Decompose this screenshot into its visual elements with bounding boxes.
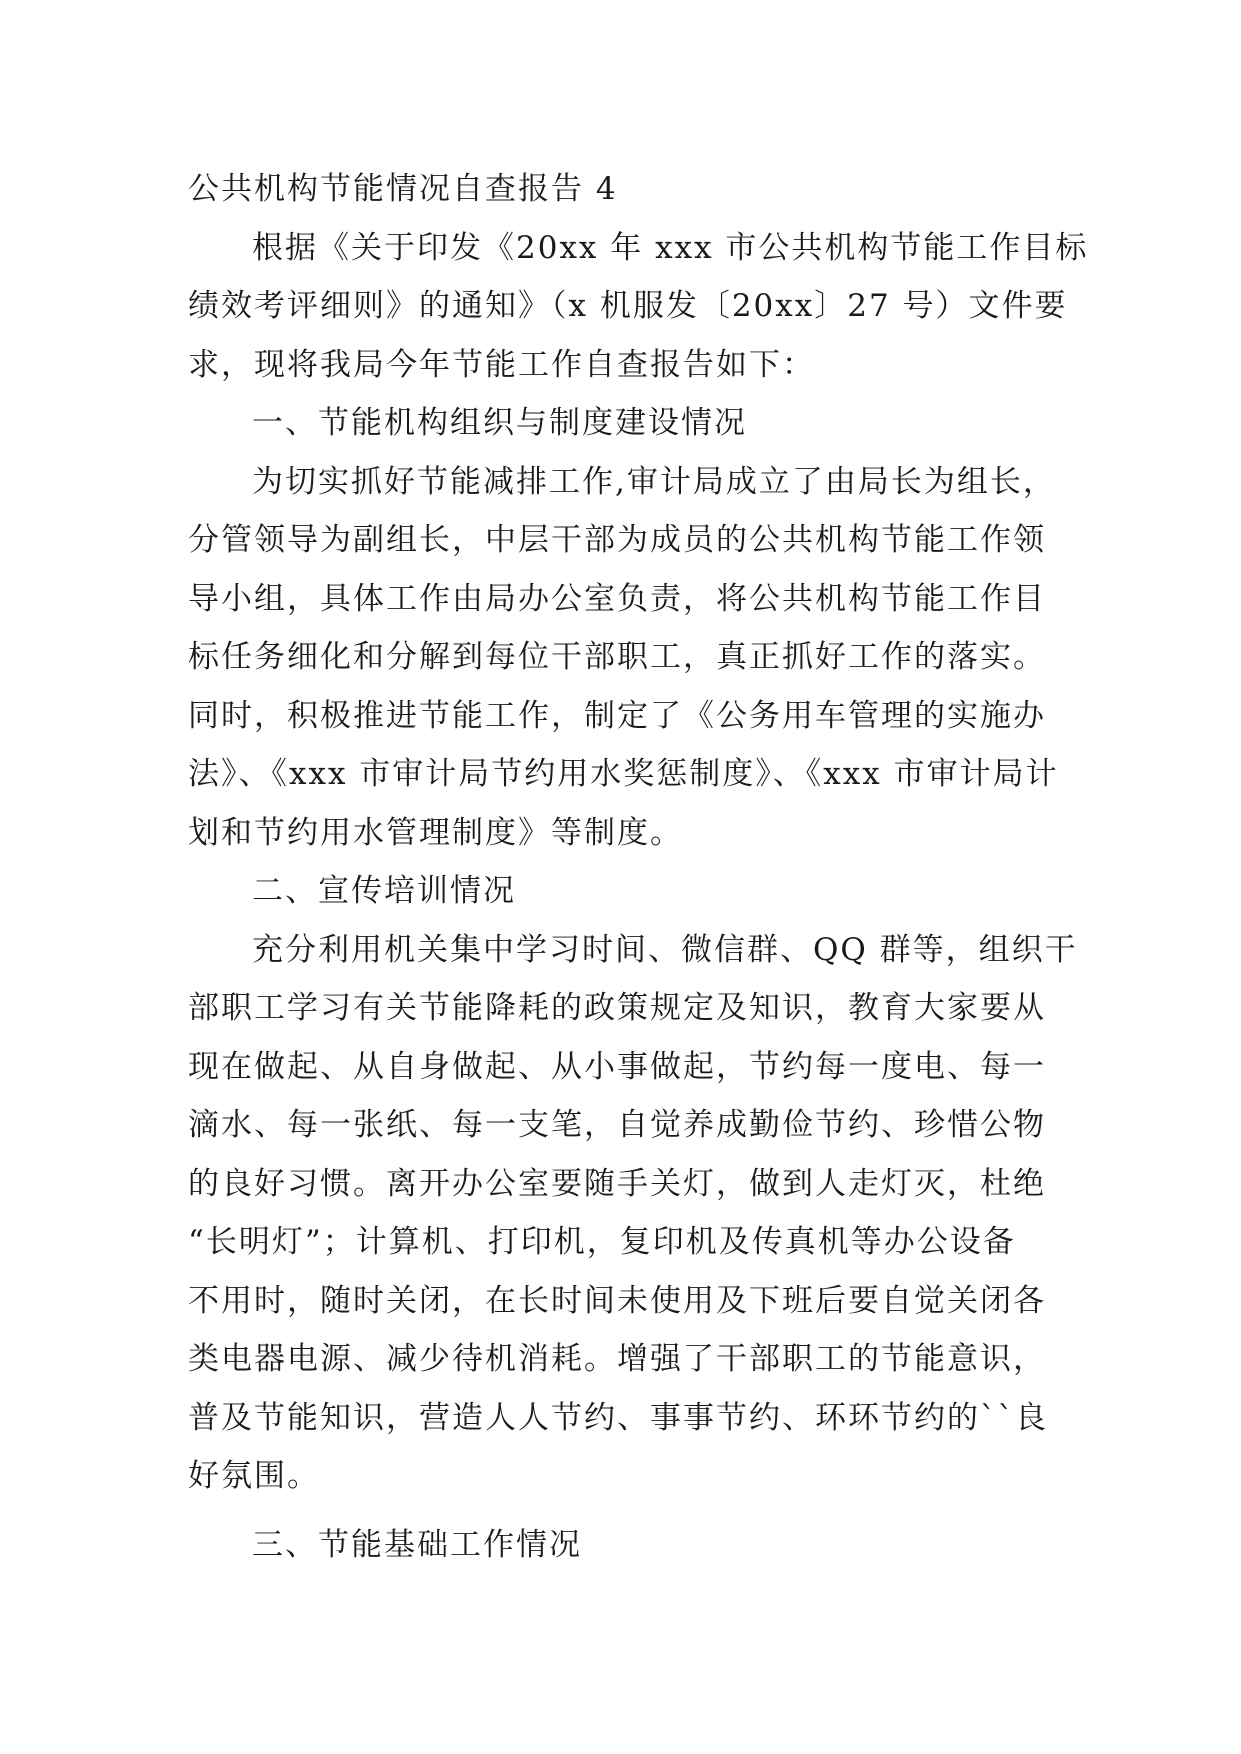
paragraph-line: 充分利用机关集中学习时间、微信群、QQ 群等，组织干	[252, 931, 1078, 968]
paragraph-line: 的良好习惯。离开办公室要随手关灯，做到人走灯灭，杜绝	[188, 1165, 1046, 1202]
paragraph-line: 法》、《xxx 市审计局节约用水奖惩制度》、《xxx 市审计局计	[188, 756, 1059, 792]
paragraph-line: 导小组，具体工作由局办公室负责，将公共机构节能工作目	[188, 580, 1046, 617]
paragraph-line: 标任务细化和分解到每位干部职工，真正抓好工作的落实。	[188, 639, 1046, 675]
paragraph-line: 分管领导为副组长，中层干部为成员的公共机构节能工作领	[188, 522, 1046, 558]
section-heading-2: 二、宣传培训情况	[252, 873, 516, 909]
paragraph-line: 不用时，随时关闭，在长时间未使用及下班后要自觉关闭各	[188, 1282, 1046, 1319]
paragraph-line: 求，现将我局今年节能工作自查报告如下：	[188, 346, 815, 383]
paragraph-line: 现在做起、从自身做起、从小事做起，节约每一度电、每一	[188, 1048, 1046, 1085]
paragraph-line: 根据《关于印发《20xx 年 xxx 市公共机构节能工作目标	[252, 229, 1089, 266]
section-heading-1: 一、节能机构组织与制度建设情况	[252, 405, 747, 441]
paragraph-line: 同时，积极推进节能工作，制定了《公务用车管理的实施办	[188, 697, 1046, 734]
paragraph-line: 类电器电源、减少待机消耗。增强了干部职工的节能意识，	[188, 1341, 1046, 1377]
paragraph-line: 绩效考评细则》的通知》（x 机服发〔20xx〕27 号）文件要	[188, 288, 1068, 324]
paragraph-line: “长明灯”；计算机、打印机，复印机及传真机等办公设备	[188, 1224, 1016, 1260]
section-heading-3: 三、节能基础工作情况	[252, 1526, 582, 1563]
paragraph-line: 滴水、每一张纸、每一支笔，自觉养成勤俭节约、珍惜公物	[188, 1107, 1046, 1143]
paragraph-line: 好氛围。	[188, 1458, 320, 1494]
paragraph-line: 普及节能知识，营造人人节约、事事节约、环环节约的``良	[188, 1399, 1048, 1436]
document-title: 公共机构节能情况自查报告 4	[188, 171, 618, 207]
paragraph-line: 部职工学习有关节能降耗的政策规定及知识，教育大家要从	[188, 990, 1046, 1026]
paragraph-line: 为切实抓好节能减排工作,审计局成立了由局长为组长，	[252, 463, 1056, 500]
document-page	[188, 160, 1089, 1574]
paragraph-line: 划和节约用水管理制度》等制度。	[188, 814, 683, 851]
